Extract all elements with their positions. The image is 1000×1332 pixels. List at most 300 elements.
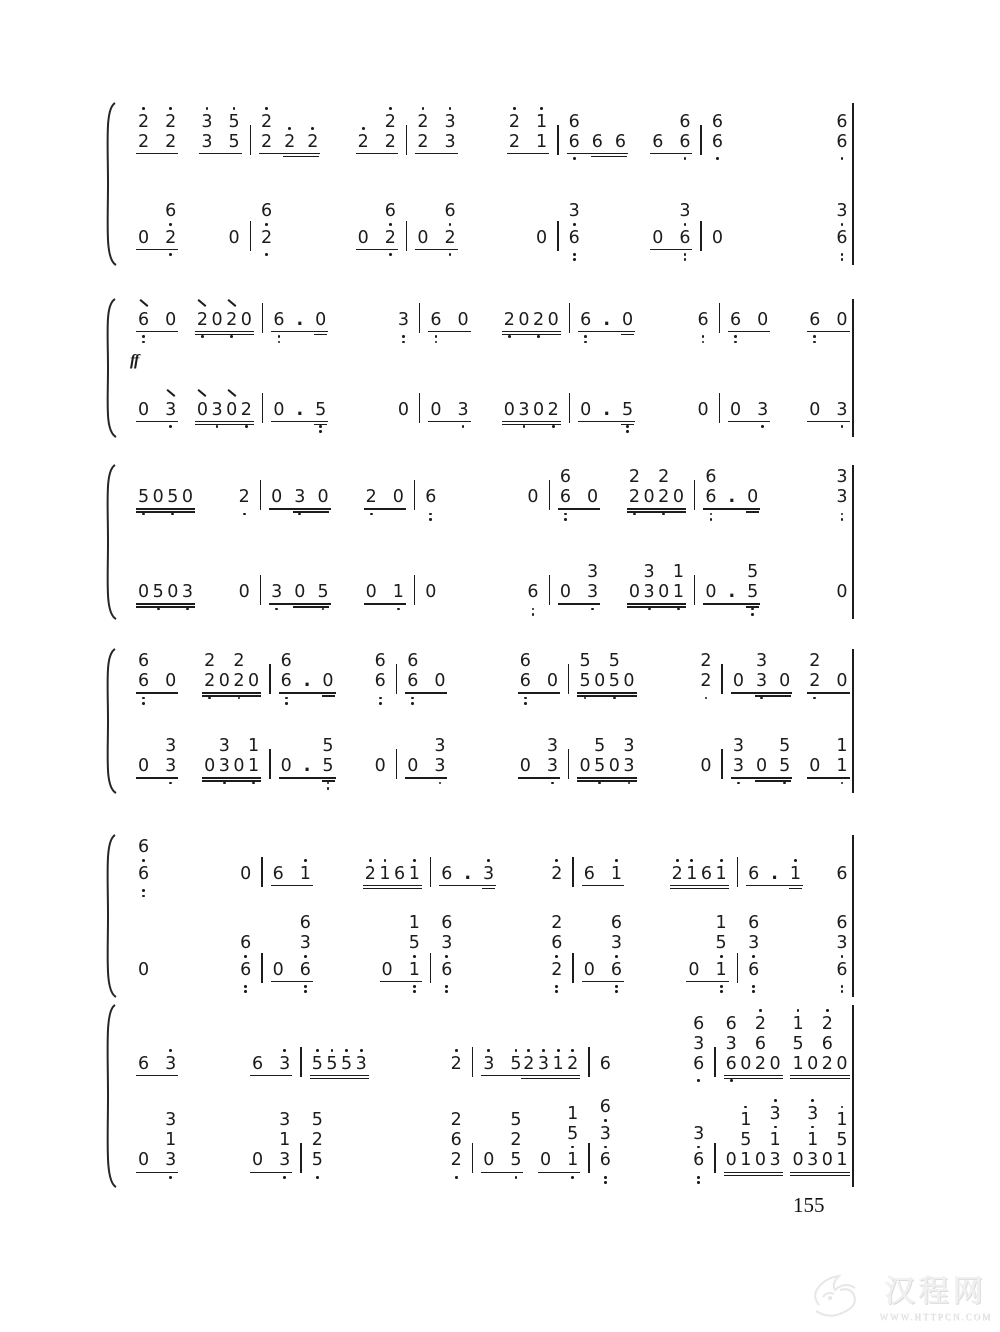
note-column — [407, 652, 418, 705]
octave-dot — [397, 608, 400, 611]
octave-dot-row — [555, 955, 558, 958]
note-column — [730, 311, 741, 344]
note-digit: 3 — [732, 756, 745, 776]
octave-dot — [316, 1049, 319, 1052]
note-digit: 1 — [740, 1110, 752, 1131]
below-dot-box — [278, 331, 281, 344]
note-digit: 1 — [836, 736, 848, 756]
note-digit: 6 — [299, 912, 311, 933]
note-digit: 3 — [355, 1053, 367, 1074]
octave-dot — [598, 782, 601, 785]
beam-line-partial — [322, 780, 335, 781]
measure — [128, 934, 261, 994]
note-column — [358, 126, 369, 166]
beam-line — [195, 421, 254, 422]
measure — [550, 468, 694, 521]
octave-dot — [319, 430, 322, 433]
note-digit: 1 — [836, 756, 848, 776]
octave-dot — [455, 1176, 458, 1179]
score-cell — [579, 737, 634, 790]
beam-line — [364, 603, 406, 604]
system-end-barline — [852, 103, 854, 265]
note-column — [273, 401, 284, 434]
note-digit: 0 — [608, 756, 620, 776]
note-column — [138, 1151, 149, 1184]
note-digit: 3 — [299, 932, 311, 953]
below-dot-box — [752, 981, 755, 994]
octave-dot — [411, 702, 414, 705]
octave-dot — [316, 1176, 319, 1179]
below-dot-box — [201, 331, 204, 344]
note-column — [587, 488, 598, 521]
note-digit: 0 — [240, 309, 252, 330]
octave-dot — [439, 782, 442, 785]
note-digit: 5 — [322, 736, 334, 756]
beam-line — [136, 421, 178, 422]
score-cell — [138, 392, 176, 434]
score-cell — [273, 311, 326, 344]
note-digit: 6 — [441, 912, 453, 933]
octave-dot — [761, 425, 764, 428]
octave-dot-row — [360, 1049, 363, 1052]
beam-line — [415, 249, 457, 250]
stave-gap — [128, 521, 852, 563]
note-digit: 6 — [444, 200, 456, 221]
octave-dot — [384, 859, 387, 862]
below-dot-box — [275, 603, 278, 616]
note-column — [527, 488, 538, 521]
below-dot-box — [283, 1171, 286, 1184]
stave-gap — [128, 705, 852, 737]
note-digit: 3 — [836, 932, 848, 953]
note-digit: 2 — [204, 671, 216, 691]
octave-dot — [752, 985, 755, 988]
octave-dot — [413, 990, 416, 993]
octave-dot — [571, 1176, 574, 1179]
beam-line — [724, 1075, 783, 1076]
octave-dot — [449, 253, 452, 256]
beam-line — [136, 603, 195, 604]
note-digit: 3 — [165, 736, 177, 756]
note-digit: 2 — [450, 1053, 462, 1074]
note-column — [279, 1111, 290, 1184]
octave-dot — [169, 1049, 172, 1052]
note-column — [623, 737, 634, 790]
note-column — [393, 488, 404, 521]
measure — [251, 106, 406, 166]
note-digit: 6 — [748, 863, 760, 884]
augmentation-dot: . — [603, 399, 610, 420]
octave-dot — [515, 1176, 518, 1179]
note-digit: 2 — [417, 131, 429, 152]
note-digit: 3 — [279, 1110, 291, 1131]
octave-dot — [445, 955, 448, 958]
note-column — [686, 858, 697, 898]
note-digit: 6 — [138, 671, 150, 691]
octave-dot-row — [384, 859, 387, 862]
note-digit: 0 — [181, 487, 194, 507]
note-digit: 0 — [233, 756, 245, 776]
note-digit: 0 — [211, 309, 223, 330]
note-digit: 6 — [705, 467, 717, 487]
note-column — [315, 401, 326, 434]
note-digit: 5 — [510, 1053, 522, 1074]
below-dot-box — [515, 1171, 518, 1184]
note-digit: 2 — [671, 863, 683, 884]
octave-dot — [265, 107, 268, 110]
note-digit: 3 — [623, 736, 635, 756]
octave-dot — [555, 990, 558, 993]
note-column — [464, 865, 471, 898]
note-digit: 6 — [384, 200, 396, 221]
below-dot-box — [379, 692, 382, 705]
stave-gap — [128, 1088, 852, 1098]
beam-line — [577, 692, 636, 693]
octave-dot — [734, 341, 737, 344]
note-column — [520, 652, 531, 705]
note-digit: 1 — [836, 1150, 848, 1171]
score-cell — [569, 202, 580, 262]
beam-line — [728, 331, 770, 332]
score-cell — [201, 106, 239, 166]
note-digit: 0 — [138, 582, 150, 602]
note-digit: 5 — [579, 651, 591, 671]
note-digit: 5 — [322, 756, 334, 776]
note-digit: 5 — [340, 1053, 353, 1074]
below-dot-box — [734, 331, 737, 344]
octave-dot-row — [316, 1049, 319, 1052]
note-column — [379, 858, 390, 898]
score-cell — [584, 858, 622, 898]
system-4 — [128, 652, 852, 790]
below-dot-box — [697, 1171, 700, 1184]
measure — [128, 838, 261, 898]
score-cell — [451, 1048, 462, 1088]
octave-dot — [573, 253, 576, 256]
score-cell — [425, 488, 436, 521]
system-2 — [128, 302, 852, 434]
note-digit: 2 — [700, 651, 712, 671]
note-digit: 2 — [533, 309, 545, 330]
octave-dot — [633, 513, 636, 516]
note-column — [273, 865, 284, 898]
note-digit: 0 — [273, 399, 285, 420]
note-digit: 2 — [233, 671, 245, 691]
note-digit: 6 — [441, 863, 453, 884]
note-digit: 3 — [568, 200, 580, 221]
note-digit: 0 — [809, 399, 821, 420]
note-digit: 2 — [523, 1053, 535, 1074]
system-end-barline — [852, 649, 854, 793]
note-column — [138, 838, 149, 898]
note-column — [712, 229, 723, 262]
below-dot-box — [169, 1171, 172, 1184]
beam-line-partial — [293, 511, 329, 512]
note-digit: 3 — [518, 399, 530, 420]
octave-dot — [759, 1009, 762, 1012]
octave-dot — [662, 513, 665, 516]
octave-dot — [245, 425, 248, 428]
score-cell — [693, 1015, 704, 1088]
score-cell — [366, 488, 404, 521]
below-dot-box — [252, 777, 255, 790]
below-dot-box — [615, 981, 618, 994]
augmentation-dot: . — [296, 309, 304, 330]
octave-dot — [233, 107, 236, 110]
note-digit: 3 — [836, 200, 848, 221]
below-dot-box — [841, 153, 844, 166]
octave-dot — [813, 335, 816, 338]
note-digit: 6 — [568, 227, 580, 248]
note-column — [322, 737, 333, 790]
note-column — [836, 672, 847, 705]
note-digit: 2 — [551, 863, 563, 884]
measure — [723, 652, 858, 705]
octave-dot — [720, 859, 723, 862]
beam-line — [728, 421, 770, 422]
note-column — [261, 106, 272, 166]
note-column — [836, 1055, 847, 1088]
below-dot-box — [397, 603, 400, 616]
note-column — [594, 737, 605, 790]
note-column — [622, 311, 633, 344]
note-column — [622, 401, 633, 434]
note-column — [165, 392, 176, 434]
score-cell — [138, 961, 149, 994]
score-cell — [273, 401, 326, 434]
octave-dot — [413, 859, 416, 862]
below-dot-box — [571, 1171, 574, 1184]
note-digit: 3 — [434, 756, 446, 776]
score-cell — [281, 652, 334, 705]
note-column — [271, 488, 282, 521]
note-column — [551, 858, 562, 898]
note-column — [652, 133, 663, 166]
beam-line — [136, 777, 178, 778]
below-dot-box — [524, 692, 527, 705]
score-cell — [629, 468, 684, 521]
below-dot-box — [402, 331, 405, 344]
note-digit: 3 — [679, 200, 691, 221]
note-digit: 2 — [508, 131, 521, 152]
note-digit: 6 — [679, 227, 691, 248]
note-digit: 5 — [567, 1123, 579, 1144]
note-digit: 2 — [384, 227, 396, 248]
note-digit: 3 — [587, 562, 599, 582]
octave-dot — [542, 1049, 545, 1052]
octave-dot — [422, 107, 425, 110]
octave-dot-row — [283, 1049, 286, 1052]
note-digit: 6 — [679, 111, 691, 132]
score-cell — [358, 106, 396, 166]
score-cell — [697, 401, 708, 434]
octave-dot — [487, 1049, 490, 1052]
octave-dot — [304, 859, 307, 862]
note-column — [398, 311, 409, 344]
note-column — [688, 961, 699, 994]
octave-dot — [169, 223, 172, 226]
note-digit: 2 — [628, 487, 641, 507]
note-column — [385, 202, 396, 262]
octave-dot-row — [369, 859, 372, 862]
score-cell — [204, 652, 259, 705]
note-digit: 0 — [240, 863, 252, 884]
below-dot-box — [142, 331, 145, 344]
beam-line-partial — [283, 156, 319, 157]
note-digit: 5 — [152, 582, 164, 602]
note-digit: 2 — [233, 651, 245, 671]
beam-line — [136, 692, 178, 693]
note-column — [241, 401, 252, 434]
octave-dot — [142, 107, 145, 110]
octave-dot-row — [811, 1126, 814, 1129]
note-column — [239, 583, 250, 616]
octave-dot-row — [571, 1146, 574, 1149]
note-digit: 5 — [311, 1053, 323, 1074]
octave-dot — [705, 697, 708, 700]
score-cell — [358, 202, 396, 262]
octave-dot — [142, 859, 145, 862]
system-1 — [128, 106, 852, 262]
octave-dot — [169, 253, 172, 256]
note-column — [693, 1125, 704, 1185]
note-digit: 1 — [836, 1110, 848, 1131]
score-cell — [836, 914, 847, 994]
octave-dot — [298, 513, 301, 516]
beam-line — [202, 777, 261, 778]
octave-dot — [462, 425, 465, 428]
score-cell — [407, 652, 445, 705]
octave-dot-row — [841, 1106, 844, 1109]
score-cell — [748, 914, 759, 994]
octave-dot-row — [841, 223, 844, 226]
note-column — [182, 488, 193, 521]
measure — [716, 1008, 858, 1088]
octave-dot — [449, 107, 452, 110]
note-digit: 0 — [252, 1150, 264, 1171]
note-column — [836, 865, 847, 898]
note-column — [779, 672, 790, 705]
score-cell — [197, 392, 252, 434]
note-digit: 6 — [138, 863, 150, 884]
octave-dot — [278, 335, 281, 338]
note-column — [212, 311, 223, 344]
note-column — [790, 858, 801, 898]
octave-dot — [573, 223, 576, 226]
octave-dot — [676, 859, 679, 862]
note-column — [153, 583, 164, 616]
beam-line — [577, 777, 636, 778]
octave-dot — [615, 990, 618, 993]
note-digit: 0 — [271, 487, 283, 507]
below-dot-box — [223, 777, 226, 790]
note-column — [165, 672, 176, 705]
note-column — [836, 468, 847, 521]
note-digit: 6 — [527, 582, 539, 602]
measure — [550, 563, 694, 616]
note-column — [693, 1015, 704, 1088]
octave-dot — [304, 990, 307, 993]
measure — [720, 311, 858, 344]
below-dot-box — [841, 421, 844, 434]
note-column — [603, 401, 610, 434]
below-dot-box — [761, 421, 764, 434]
below-dot-box — [584, 331, 587, 344]
beam-line — [136, 249, 178, 250]
note-digit: 0 — [417, 227, 429, 248]
measure — [590, 1098, 715, 1185]
note-column — [375, 757, 386, 790]
score-cell — [504, 311, 559, 344]
octave-dot — [841, 253, 844, 256]
note-digit: 0 — [434, 671, 446, 691]
octave-dot — [283, 1049, 286, 1052]
note-digit: 0 — [658, 582, 670, 602]
beam-line-partial — [789, 888, 802, 889]
score-cell — [138, 202, 176, 262]
octave-dot-row — [288, 127, 291, 130]
octave-dot — [285, 702, 288, 705]
octave-dot — [841, 782, 844, 785]
beam-line-partial — [314, 424, 327, 425]
octave-dot — [238, 697, 241, 700]
note-column — [138, 1055, 149, 1088]
note-digit: 5 — [138, 487, 150, 507]
octave-dot-row — [542, 1049, 545, 1052]
note-digit: 3 — [546, 736, 559, 756]
note-digit: 6 — [252, 1053, 264, 1074]
note-digit: 1 — [408, 912, 420, 933]
note-digit: 0 — [518, 309, 530, 330]
beam-line — [670, 885, 729, 886]
note-column — [385, 106, 396, 166]
octave-dot — [169, 782, 172, 785]
note-digit: 0 — [204, 756, 216, 776]
note-digit: 0 — [754, 1150, 767, 1171]
note-column — [409, 858, 420, 898]
score-cell — [792, 1008, 847, 1088]
score-cell — [239, 583, 250, 616]
note-column — [700, 757, 711, 790]
note-column — [441, 865, 452, 898]
score-cell — [527, 488, 538, 521]
note-column — [603, 311, 610, 344]
beam-line — [518, 777, 560, 778]
beam-line-partial — [755, 780, 791, 781]
accent-mark — [227, 299, 236, 307]
below-dot-box — [783, 777, 786, 790]
beam-line — [650, 153, 692, 154]
octave-dot — [201, 335, 204, 338]
beam-line — [703, 603, 760, 604]
note-digit: 0 — [756, 756, 768, 776]
octave-dot — [648, 608, 651, 611]
measure — [420, 311, 568, 344]
octave-dot-row — [513, 107, 516, 110]
note-column — [233, 757, 244, 790]
note-digit: 6 — [261, 200, 273, 221]
note-digit: 1 — [248, 756, 260, 776]
octave-dot-row — [774, 1099, 777, 1102]
beam-line — [269, 603, 330, 604]
measure — [263, 858, 430, 898]
below-dot-box — [591, 603, 594, 616]
measure — [420, 401, 568, 434]
note-column — [233, 652, 244, 705]
below-dot-box — [316, 1171, 319, 1184]
beam-line — [502, 331, 561, 332]
note-digit: 0 — [652, 227, 664, 248]
